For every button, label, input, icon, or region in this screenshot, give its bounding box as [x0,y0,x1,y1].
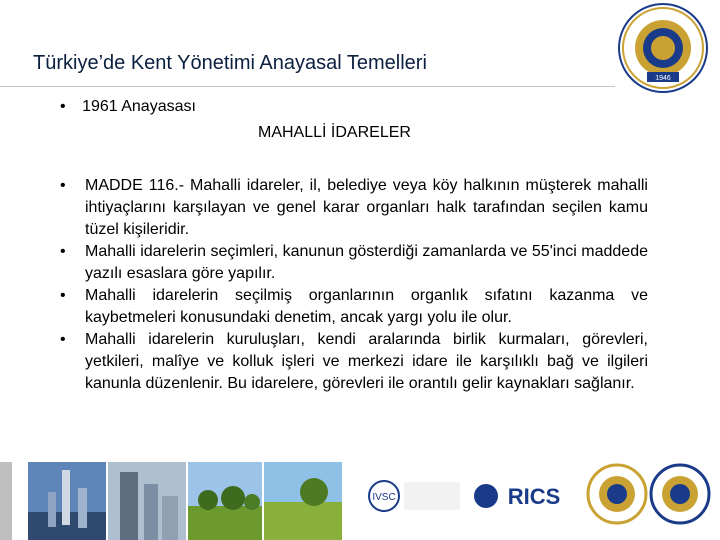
rics-logo-text: RICS [507,484,561,509]
rics-logo [472,476,582,516]
bullet-1961 [60,98,650,116]
bullet-text: 1961 Anayasası [82,98,196,115]
list-item [60,175,648,241]
list-item-text: Mahalli idarelerin seçilmiş organlarının organlık sıfatını kazanma ve kaybetmeleri konusundaki denetim, ancak yargı yolu ile olur. [85,287,648,326]
countryside-photo [188,462,262,540]
bullet-dot: • [60,287,66,304]
green-field-photo [264,462,342,540]
bullet-dot: • [60,98,66,115]
university-seal-footer-gold [586,463,648,525]
ivsc-logo-text: IVSC [372,492,396,503]
list-item-text: Mahalli idareler, il, belediye veya köy halkının müşterek mahalli ihtiyaçlarını karşılayan ve genel karar organları halk tarafından seçilen kamu tüzel kişileridir. [85,177,648,238]
list-item [60,285,648,329]
list-item-text: Mahalli idarelerin seçimleri, kanunun gösterdiği zamanlarda ve 55'inci maddede yazılı esaslara göre yapılır. [85,243,648,282]
section-heading: MAHALLİ İDARELER [258,124,411,141]
list-item [60,241,648,285]
article-bullet-list [60,175,648,395]
university-seal-logo [617,2,709,94]
bullet-dot: • [60,243,66,260]
bullet-dot: • [60,177,66,194]
seal-year-text: 1946 [655,75,671,82]
university-seal-footer-blue [649,463,711,525]
footer-grey-bar [0,462,12,540]
list-item-text: Mahalli idarelerin kuruluşları, kendi aralarında birlik kurmaları, görevleri, yetkileri, malîye ve kolluk işleri ve merkezi idare ile karşılıklı bağ ve ilgileri kanunla düzenlenir. Bu idarelere, görevleri ile orantılı gelir kaynakları sağlanır. [85,331,648,392]
towers-photo [108,462,186,540]
slide-title: Türkiye’de Kent Yönetimi Anayasal Temelleri [33,52,427,74]
article-lead: MADDE 116.- [85,177,185,194]
bullet-dot: • [60,331,66,348]
list-item [60,329,648,395]
title-divider [0,86,615,87]
city-skyline-photo [28,462,106,540]
ivsc-logo [368,476,463,516]
